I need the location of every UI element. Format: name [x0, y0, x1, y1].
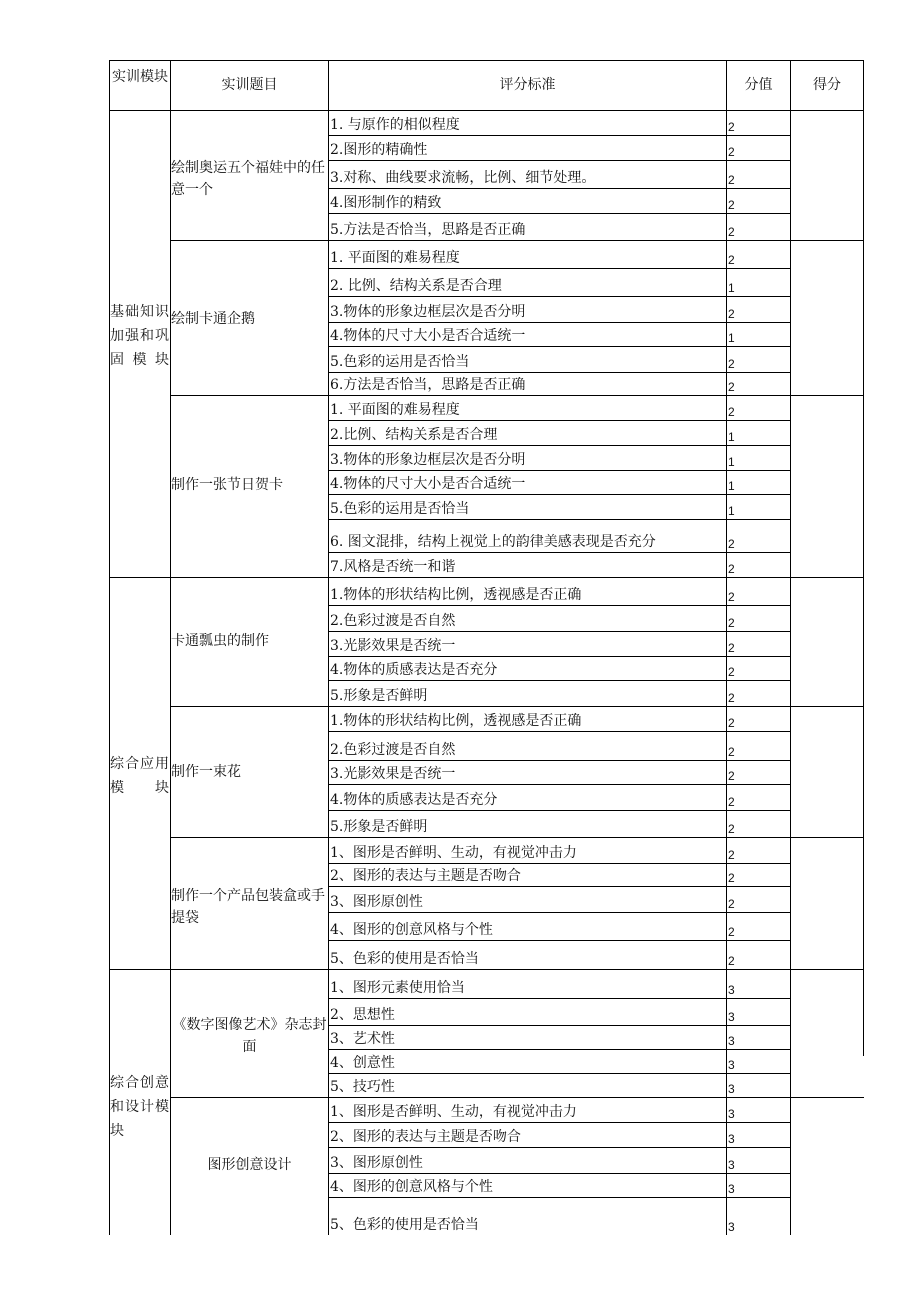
criterion-text: 5.形象是否鲜明	[330, 688, 428, 704]
criterion-text: 1.物体的形状结构比例，透视感是否正确	[330, 713, 582, 729]
criterion-score: 3	[728, 1158, 735, 1172]
criterion-score: 2	[728, 380, 735, 394]
criterion-text: 7.风格是否统一和谐	[330, 559, 456, 575]
criterion-score: 1	[728, 331, 735, 345]
criterion-text: 4.物体的质感表达是否充分	[330, 662, 498, 678]
header-topic: 实训题目	[221, 77, 278, 93]
criterion-score: 2	[728, 795, 735, 809]
topic-title: 绘制奥运五个福娃中的任意一个	[171, 160, 325, 198]
criterion-row-divider	[328, 188, 791, 189]
module-name: 基础知识加强和巩固模块	[110, 304, 169, 368]
criterion-score: 2	[728, 691, 735, 705]
criterion-row-divider	[328, 784, 791, 785]
criterion-score: 2	[728, 145, 735, 159]
criterion-row-divider	[328, 519, 791, 520]
criterion-score: 3	[728, 1058, 735, 1072]
criterion-score: 2	[728, 954, 735, 968]
criterion-text: 6.方法是否恰当，思路是否正确	[330, 377, 526, 393]
criterion-row-divider	[328, 940, 791, 941]
criterion-text: 3.物体的形象边框层次是否分明	[330, 452, 526, 468]
criterion-score: 2	[728, 769, 735, 783]
criterion-score: 2	[728, 590, 735, 604]
criterion-row-divider	[328, 322, 791, 323]
criterion-score: 2	[728, 871, 735, 885]
criterion-score: 1	[728, 430, 735, 444]
criterion-score: 2	[728, 198, 735, 212]
criterion-text: 5.方法是否恰当，思路是否正确	[330, 222, 526, 238]
criterion-score: 1	[728, 504, 735, 518]
criterion-row-divider	[328, 470, 791, 471]
criterion-score: 2	[728, 357, 735, 371]
criterion-text: 2、图形的表达与主题是否吻合	[330, 1129, 521, 1145]
criterion-row-divider	[328, 656, 791, 657]
module-divider	[109, 577, 864, 578]
criterion-row-divider	[328, 160, 791, 161]
criterion-row-divider	[328, 886, 791, 887]
criterion-text: 3.光影效果是否统一	[330, 638, 456, 654]
criterion-text: 5、色彩的使用是否恰当	[330, 1217, 479, 1233]
criterion-row-divider	[328, 372, 791, 373]
criterion-text: 3.对称、曲线要求流畅，比例、细节处理。	[330, 170, 596, 186]
criterion-row-divider	[328, 552, 791, 553]
criterion-row-divider	[328, 1173, 791, 1174]
criterion-score: 3	[728, 1182, 735, 1196]
criterion-text: 1、图形是否鲜明、生动，有视觉冲击力	[330, 1104, 577, 1120]
criterion-row-divider	[328, 1025, 791, 1026]
criterion-text: 5、技巧性	[330, 1079, 395, 1095]
criterion-score: 2	[728, 925, 735, 939]
topic-divider	[170, 395, 864, 396]
criterion-score: 2	[728, 822, 735, 836]
criterion-row-divider	[328, 605, 791, 606]
criterion-text: 3、图形原创性	[330, 894, 423, 910]
topic-divider	[170, 240, 864, 241]
criterion-text: 1. 与原作的相似程度	[330, 117, 460, 133]
criterion-score: 3	[728, 1082, 735, 1096]
criterion-score: 2	[728, 405, 735, 419]
criterion-score: 2	[728, 120, 735, 134]
criterion-score: 2	[728, 745, 735, 759]
criterion-score: 3	[728, 1220, 735, 1234]
criterion-text: 2.比例、结构关系是否合理	[330, 427, 498, 443]
criterion-score: 2	[728, 307, 735, 321]
criterion-text: 4.图形制作的精致	[330, 195, 442, 211]
criterion-score: 2	[728, 562, 735, 576]
criterion-score: 2	[728, 716, 735, 730]
criterion-score: 1	[728, 455, 735, 469]
criterion-text: 2、思想性	[330, 1007, 395, 1023]
criterion-text: 3、图形原创性	[330, 1155, 423, 1171]
criterion-score: 1	[728, 281, 735, 295]
topic-divider	[170, 1097, 864, 1098]
header-divider	[109, 110, 864, 111]
criterion-row-divider	[328, 213, 791, 214]
criterion-text: 2、图形的表达与主题是否吻合	[330, 868, 521, 884]
topic-title: 《数字图像艺术》杂志封面	[172, 1017, 327, 1055]
criterion-text: 1. 平面图的难易程度	[330, 250, 460, 266]
criterion-row-divider	[328, 1147, 791, 1148]
criterion-score: 2	[728, 616, 735, 630]
criterion-score: 2	[728, 253, 735, 267]
criterion-text: 3.物体的形象边框层次是否分明	[330, 304, 526, 320]
criterion-text: 2.色彩过渡是否自然	[330, 742, 456, 758]
table-border-left	[109, 60, 110, 1235]
criterion-score: 2	[728, 225, 735, 239]
criterion-text: 3、艺术性	[330, 1031, 395, 1047]
column-divider	[726, 60, 727, 1235]
criterion-row-divider	[328, 998, 791, 999]
topic-title: 绘制卡通企鹅	[171, 311, 255, 327]
module-divider	[109, 969, 864, 970]
criterion-row-divider	[328, 1073, 791, 1074]
column-divider	[790, 60, 791, 1235]
criterion-row-divider	[328, 1122, 791, 1123]
criterion-row-divider	[328, 1197, 791, 1198]
criterion-score: 3	[728, 1010, 735, 1024]
header-module: 实训模块	[112, 69, 168, 85]
column-divider	[328, 60, 329, 1235]
topic-title: 制作一束花	[171, 764, 241, 780]
criterion-row-divider	[328, 1049, 791, 1050]
criterion-text: 5.形象是否鲜明	[330, 819, 428, 835]
criterion-text: 5.色彩的运用是否恰当	[330, 501, 470, 517]
criterion-text: 2. 比例、结构关系是否合理	[330, 278, 502, 294]
criterion-text: 1.物体的形状结构比例，透视感是否正确	[330, 587, 582, 603]
topic-divider	[170, 706, 864, 707]
criterion-text: 4、图形的创意风格与个性	[330, 1179, 493, 1195]
topic-divider	[170, 837, 864, 838]
criterion-text: 2.图形的精确性	[330, 142, 428, 158]
criterion-row-divider	[328, 346, 791, 347]
criterion-text: 1、图形是否鲜明、生动，有视觉冲击力	[330, 845, 577, 861]
criterion-score: 3	[728, 1034, 735, 1048]
module-name: 综合应用模块	[110, 756, 169, 796]
criterion-score: 1	[728, 479, 735, 493]
table-border-right	[863, 60, 864, 1056]
criterion-score: 2	[728, 173, 735, 187]
criterion-row-divider	[328, 494, 791, 495]
topic-title: 图形创意设计	[207, 1157, 292, 1173]
criterion-row-divider	[328, 445, 791, 446]
criterion-text: 4.物体的质感表达是否充分	[330, 792, 498, 808]
criterion-text: 6. 图文混排，结构上视觉上的韵律美感表现是否充分	[330, 534, 656, 550]
topic-title: 制作一张节日贺卡	[171, 477, 283, 493]
criterion-text: 4.物体的尺寸大小是否合适统一	[330, 328, 526, 344]
module-name: 综合创意和设计模块	[110, 1075, 169, 1139]
header-earned: 得分	[813, 77, 841, 93]
topic-title: 制作一个产品包装盒或手提袋	[171, 888, 325, 926]
criterion-score: 2	[728, 848, 735, 862]
criterion-score: 3	[728, 1107, 735, 1121]
criterion-score: 2	[728, 641, 735, 655]
criterion-text: 5、色彩的使用是否恰当	[330, 951, 479, 967]
topic-title: 卡通瓢虫的制作	[171, 633, 269, 649]
criterion-text: 1、图形元素使用恰当	[330, 980, 465, 996]
criterion-text: 3.光影效果是否统一	[330, 766, 456, 782]
criterion-row-divider	[328, 731, 791, 732]
criterion-row-divider	[328, 135, 791, 136]
criterion-row-divider	[328, 912, 791, 913]
header-criteria: 评分标准	[499, 77, 556, 93]
criterion-row-divider	[328, 863, 791, 864]
criterion-score: 2	[728, 537, 735, 551]
criterion-row-divider	[328, 631, 791, 632]
criterion-row-divider	[328, 680, 791, 681]
header-score: 分值	[744, 77, 773, 93]
criterion-row-divider	[328, 296, 791, 297]
criterion-text: 5.色彩的运用是否恰当	[330, 354, 470, 370]
criterion-score: 3	[728, 1132, 735, 1146]
criterion-score: 2	[728, 897, 735, 911]
criterion-row-divider	[328, 268, 791, 269]
criterion-text: 4、创意性	[330, 1055, 395, 1071]
criterion-row-divider	[328, 810, 791, 811]
criterion-row-divider	[328, 420, 791, 421]
criterion-row-divider	[328, 760, 791, 761]
criterion-text: 4.物体的尺寸大小是否合适统一	[330, 476, 526, 492]
criterion-text: 4、图形的创意风格与个性	[330, 922, 493, 938]
criterion-text: 2.色彩过渡是否自然	[330, 613, 456, 629]
criterion-score: 2	[728, 665, 735, 679]
criterion-text: 1. 平面图的难易程度	[330, 402, 460, 418]
table-border-top	[109, 60, 864, 61]
criterion-score: 3	[728, 983, 735, 997]
